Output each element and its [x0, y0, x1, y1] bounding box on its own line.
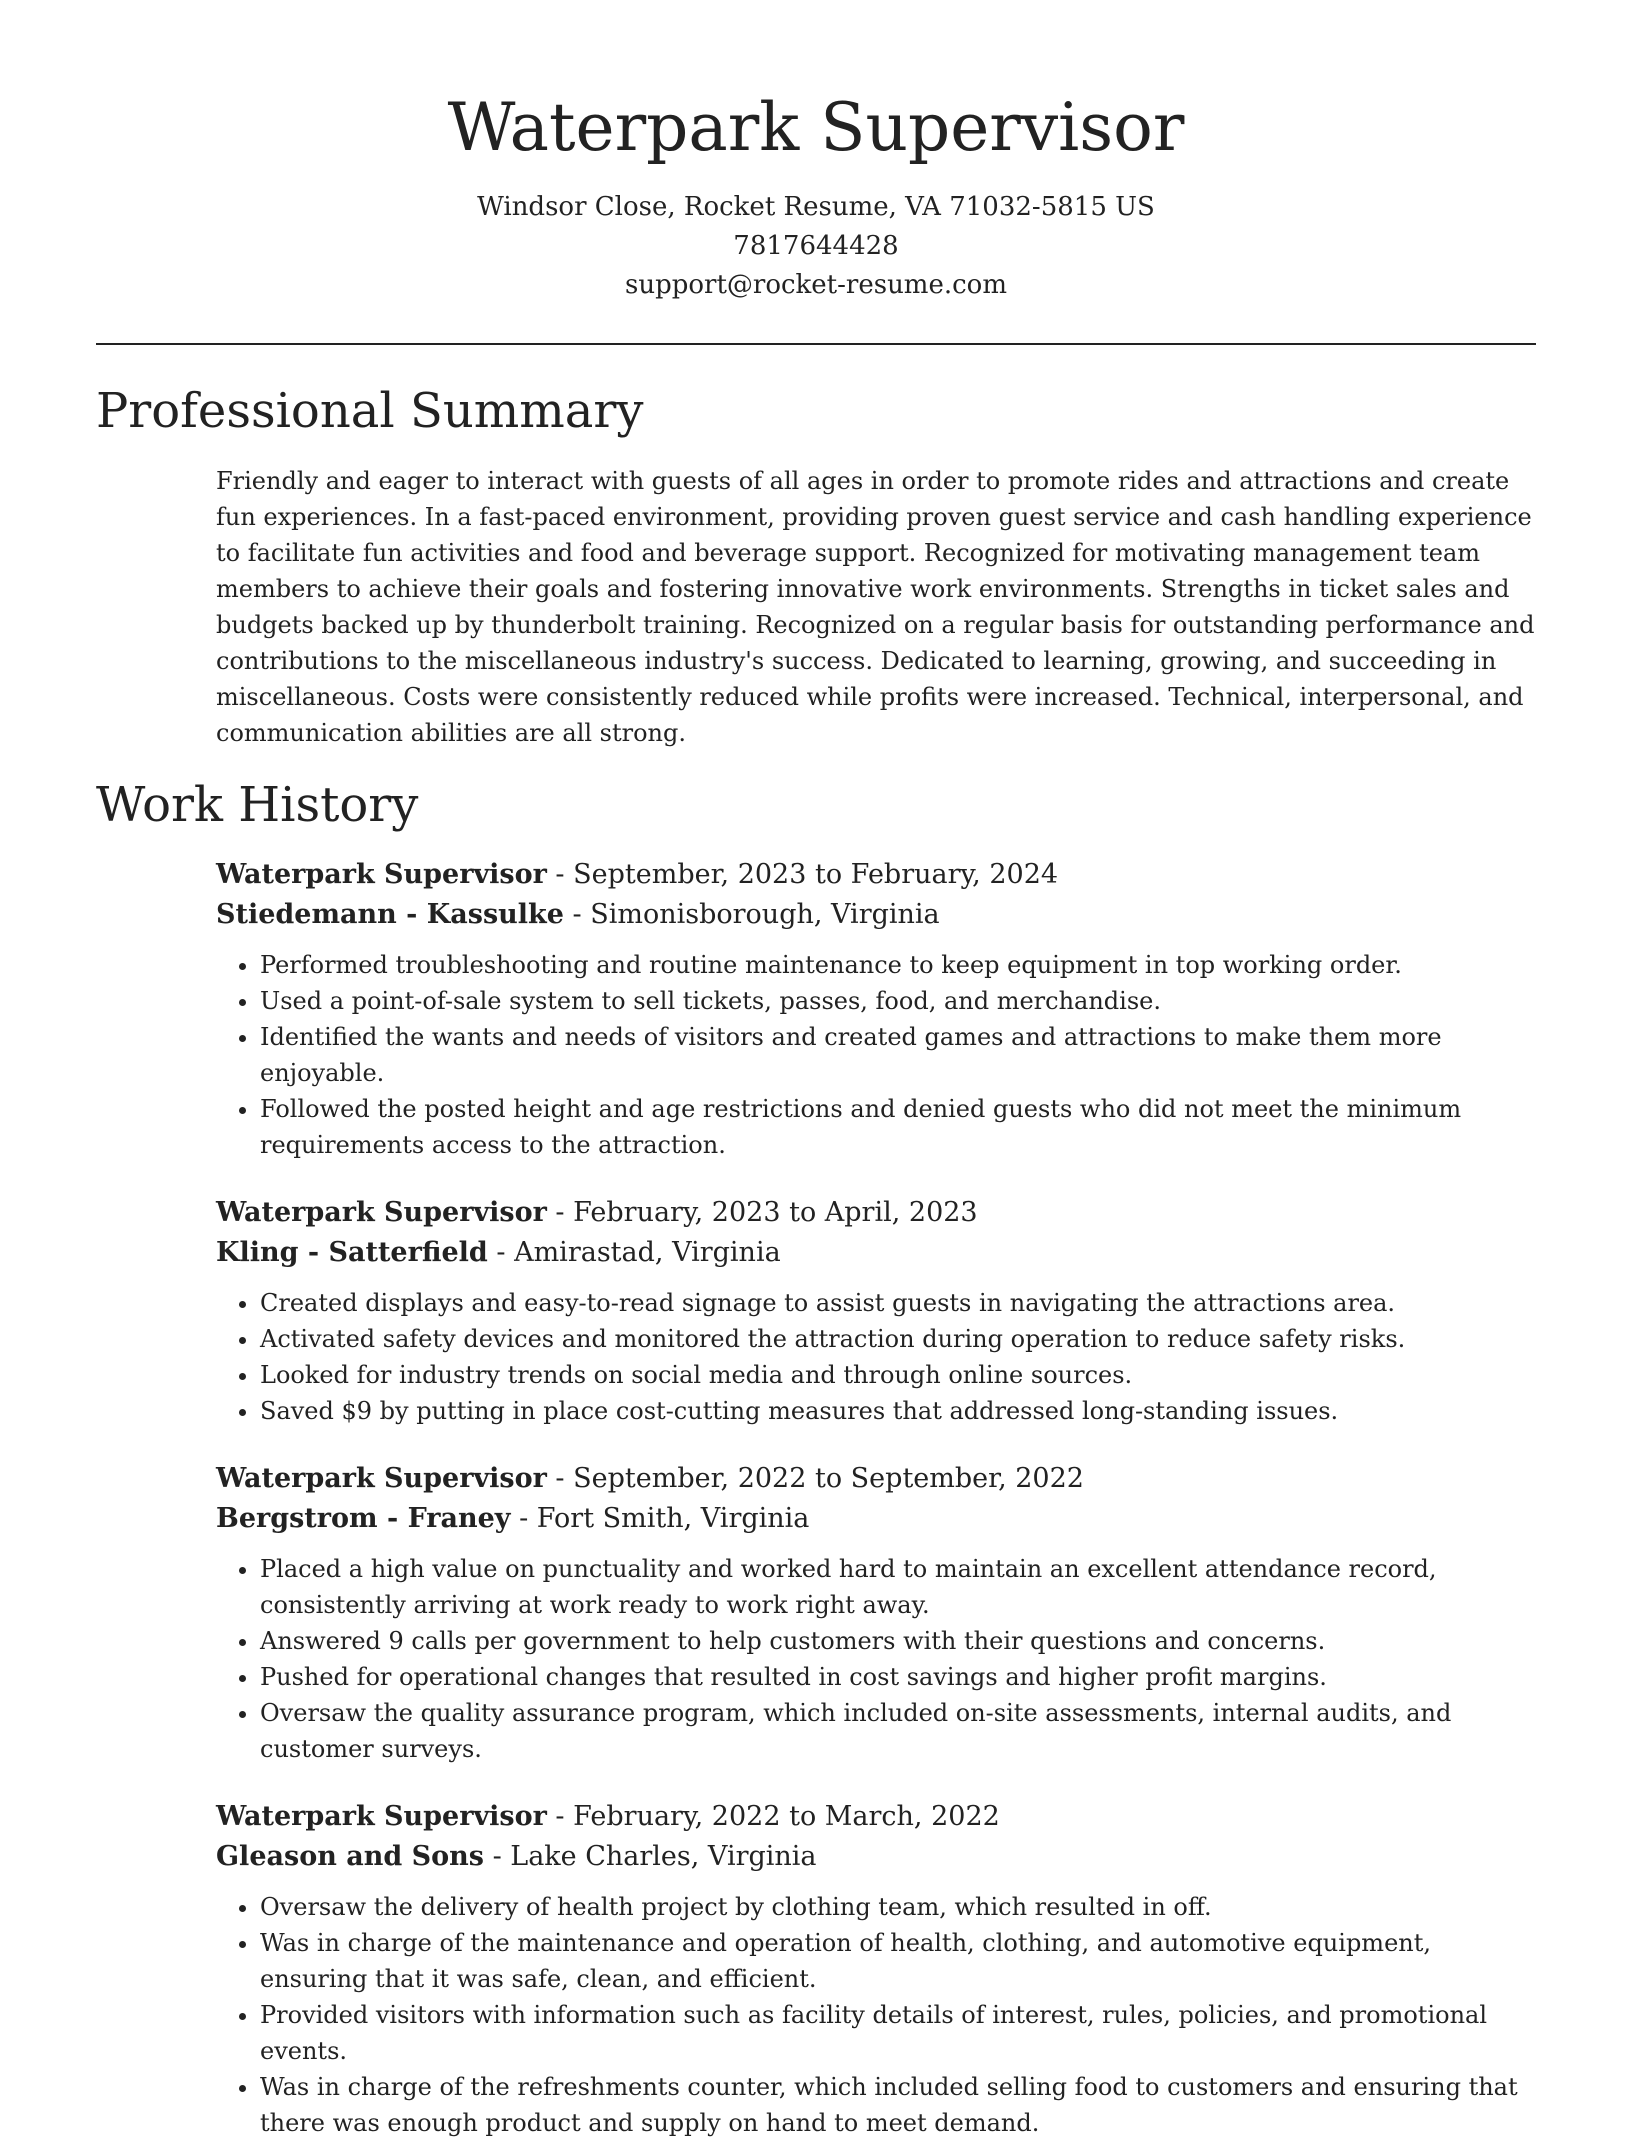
header-divider — [96, 343, 1536, 345]
job-entry — [216, 1193, 1536, 1429]
job-bullets — [216, 1285, 1536, 1429]
job-dates: February, 2022 to March, 2022 — [573, 1801, 1000, 1832]
contact-phone: 7817644428 — [733, 231, 899, 261]
job-title-line: Waterpark Supervisor - September, 2023 to February, 2024 — [216, 859, 1059, 890]
job-title-line: Waterpark Supervisor - February, 2022 to March, 2022 — [216, 1801, 1000, 1832]
work-history-heading: Work History — [96, 777, 419, 833]
job-bullet: • Oversaw the delivery of health project by clothing team, which resulted in off. — [260, 1889, 1536, 1925]
resume-header — [96, 0, 1536, 305]
job-bullet: • Pushed for operational changes that resulted in cost savings and higher profit margins. — [260, 1659, 1536, 1695]
job-company-line: Stiedemann - Kassulke - Simonisborough, Virginia — [216, 899, 940, 930]
job-title: Waterpark Supervisor — [216, 1197, 547, 1228]
candidate-name: Waterpark Supervisor — [447, 89, 1185, 166]
contact-email: support@rocket-resume.com — [624, 270, 1007, 300]
job-bullet: • Identified the wants and needs of visitors and created games and attractions to make them more enjoyable. — [260, 1019, 1536, 1091]
job-dates: February, 2023 to April, 2023 — [573, 1197, 978, 1228]
job-company: Bergstrom - Franey — [216, 1503, 511, 1534]
job-title: Waterpark Supervisor — [216, 859, 547, 890]
resume-page — [96, 0, 1536, 2141]
job-bullet: • Activated safety devices and monitored the attraction during operation to reduce safety risks. — [260, 1321, 1536, 1357]
job-location: Lake Charles, Virginia — [510, 1841, 817, 1872]
job-entry — [216, 1797, 1536, 2141]
job-bullets — [216, 947, 1536, 1163]
job-bullet: • Saved $9 by putting in place cost-cutting measures that addressed long-standing issues. — [260, 1393, 1536, 1429]
job-bullet: • Was in charge of the maintenance and operation of health, clothing, and automotive equipment, ensuring that it was safe, clean, and efficient. — [260, 1925, 1536, 1997]
job-bullet: • Placed a high value on punctuality and worked hard to maintain an excellent attendance record, consistently arriving at work ready to work right away. — [260, 1551, 1536, 1623]
contact-block — [96, 188, 1536, 305]
job-entry — [216, 855, 1536, 1163]
job-bullet: • Oversaw the quality assurance program, which included on-site assessments, internal audits, and customer surveys. — [260, 1695, 1536, 1767]
job-location: Amirastad, Virginia — [514, 1237, 781, 1268]
summary-heading: Professional Summary — [96, 383, 644, 439]
job-title: Waterpark Supervisor — [216, 1463, 547, 1494]
job-title: Waterpark Supervisor — [216, 1801, 547, 1832]
job-company-line: Kling - Satterfield - Amirastad, Virginia — [216, 1237, 781, 1268]
contact-address: Windsor Close, Rocket Resume, VA 71032-5815 US — [477, 192, 1155, 222]
job-bullet: • Performed troubleshooting and routine maintenance to keep equipment in top working order. — [260, 947, 1536, 983]
job-bullet: • Created displays and easy-to-read signage to assist guests in navigating the attractions area. — [260, 1285, 1536, 1321]
job-bullet: • Was in charge of the refreshments counter, which included selling food to customers and ensuring that there was enough product and supply on hand to meet demand. — [260, 2069, 1536, 2141]
job-company: Stiedemann - Kassulke — [216, 899, 564, 930]
job-location: Fort Smith, Virginia — [536, 1503, 810, 1534]
job-bullet: • Provided visitors with information such as facility details of interest, rules, policies, and promotional events. — [260, 1997, 1536, 2069]
work-history-list — [216, 855, 1536, 2141]
job-title-line: Waterpark Supervisor - September, 2022 to September, 2022 — [216, 1463, 1084, 1494]
job-bullets — [216, 1551, 1536, 1767]
job-bullet: • Followed the posted height and age restrictions and denied guests who did not meet the minimum requirements access to the attraction. — [260, 1091, 1536, 1163]
job-company-line: Gleason and Sons - Lake Charles, Virginia — [216, 1841, 817, 1872]
job-entry — [216, 1459, 1536, 1767]
summary-text: Friendly and eager to interact with guests of all ages in order to promote rides and attractions and create fun experiences. In a fast-paced environment, providing proven guest service and cash handling experience to facilitate fun activities and food and beverage support. Recognized for motivating management team members to achieve their goals and fostering innovative work environments. Strengths in ticket sales and budgets backed up by thunderbolt training. Recognized on a regular basis for outstanding performance and contributions to the miscellaneous industry's success. Dedicated to learning, growing, and succeeding in miscellaneous. Costs were consistently reduced while profits were increased. Technical, interpersonal, and communication abilities are all strong. — [216, 467, 1535, 747]
job-title-line: Waterpark Supervisor - February, 2023 to April, 2023 — [216, 1197, 978, 1228]
job-bullets — [216, 1889, 1536, 2141]
job-location: Simonisborough, Virginia — [590, 899, 940, 930]
job-company: Gleason and Sons — [216, 1841, 484, 1872]
job-company: Kling - Satterfield — [216, 1237, 488, 1268]
job-company-line: Bergstrom - Franey - Fort Smith, Virginia — [216, 1503, 810, 1534]
job-bullet: • Answered 9 calls per government to help customers with their questions and concerns. — [260, 1623, 1536, 1659]
job-dates: September, 2023 to February, 2024 — [573, 859, 1059, 890]
job-bullet: • Looked for industry trends on social media and through online sources. — [260, 1357, 1536, 1393]
job-bullet: • Used a point-of-sale system to sell tickets, passes, food, and merchandise. — [260, 983, 1536, 1019]
job-dates: September, 2022 to September, 2022 — [573, 1463, 1084, 1494]
